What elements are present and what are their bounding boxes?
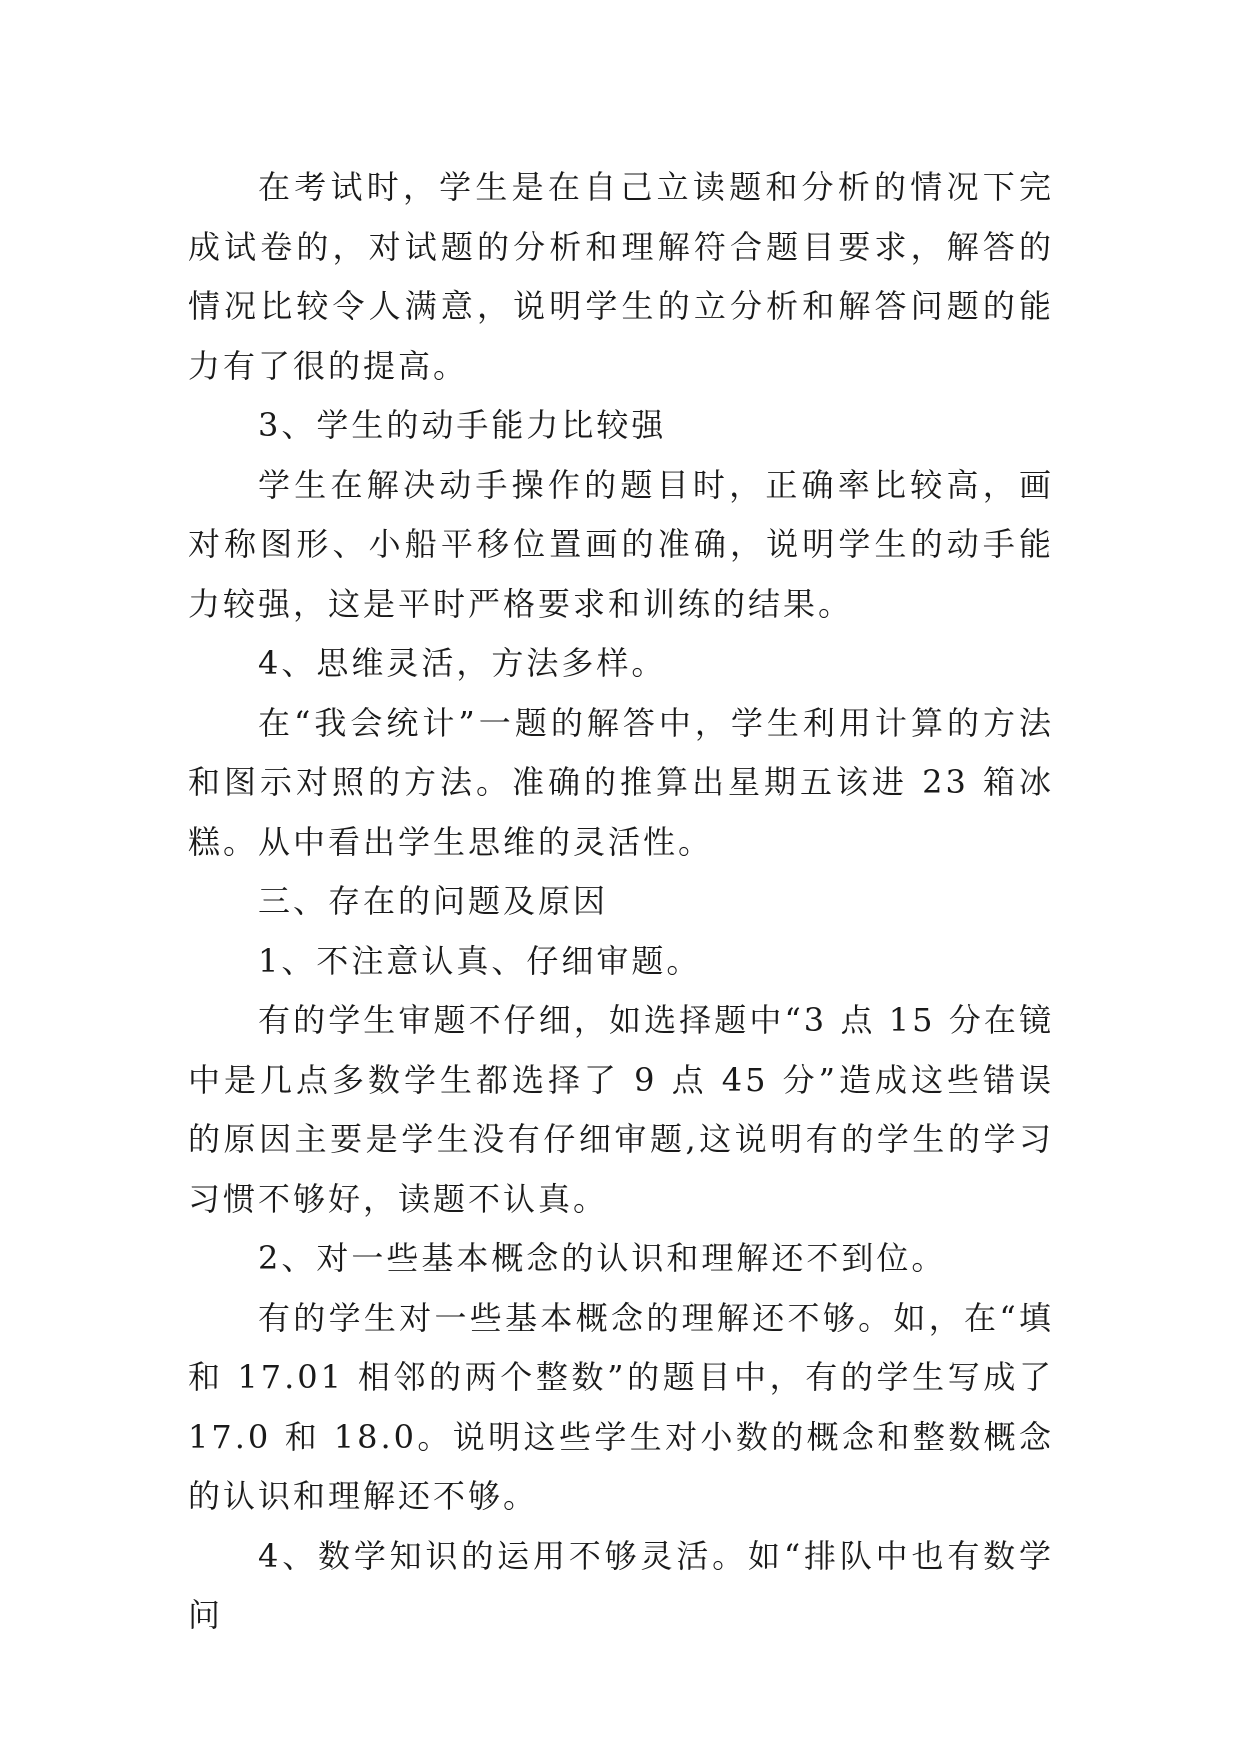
section-heading: 2、对一些基本概念的认识和理解还不到位。 [258, 1239, 947, 1277]
paragraph: 学生在解决动手操作的题目时，正确率比较高，画对称图形、小船平移位置画的准确，说明学生的动手能力较强，这是平时严格要求和训练的结果。 [188, 465, 1054, 623]
paragraph: 在“我会统计”一题的解答中，学生利用计算的方法和图示对照的方法。准确的推算出星期五该进 23 箱冰糕。从中看出学生思维的灵活性。 [188, 703, 1054, 861]
section-heading: 1、不注意认真、仔细审题。 [258, 941, 702, 980]
paragraph: 在考试时，学生是在自己立读题和分析的情况下完成试卷的，对试题的分析和理解符合题目要求，解答的情况比较令人满意，说明学生的立分析和解答问题的能力有了很的提高。 [188, 168, 1054, 385]
section-heading: 三、存在的问题及原因 [258, 882, 609, 920]
paragraph: 有的学生对一些基本概念的理解还不够。如，在“填和 17.01 相邻的两个整数”的题目中，有的学生写成了 17.0 和 18.0。说明这些学生对小数的概念和整数概念的认识和理解还不够。 [188, 1298, 1054, 1515]
section-heading: 4、思维灵活，方法多样。 [258, 644, 667, 682]
document-body [188, 158, 1054, 1646]
paragraph: 有的学生审题不仔细，如选择题中“3 点 15 分在镜中是几点多数学生都选择了 9 点 45 分”造成这些错误的原因主要是学生没有仔细审题,这说明有的学生的学习习惯不够好，读题不认真。 [188, 1001, 1054, 1218]
section-heading: 3、学生的动手能力比较强 [258, 406, 667, 444]
paragraph: 4、数学知识的运用不够灵活。如“排队中也有数学问 [188, 1536, 1054, 1634]
